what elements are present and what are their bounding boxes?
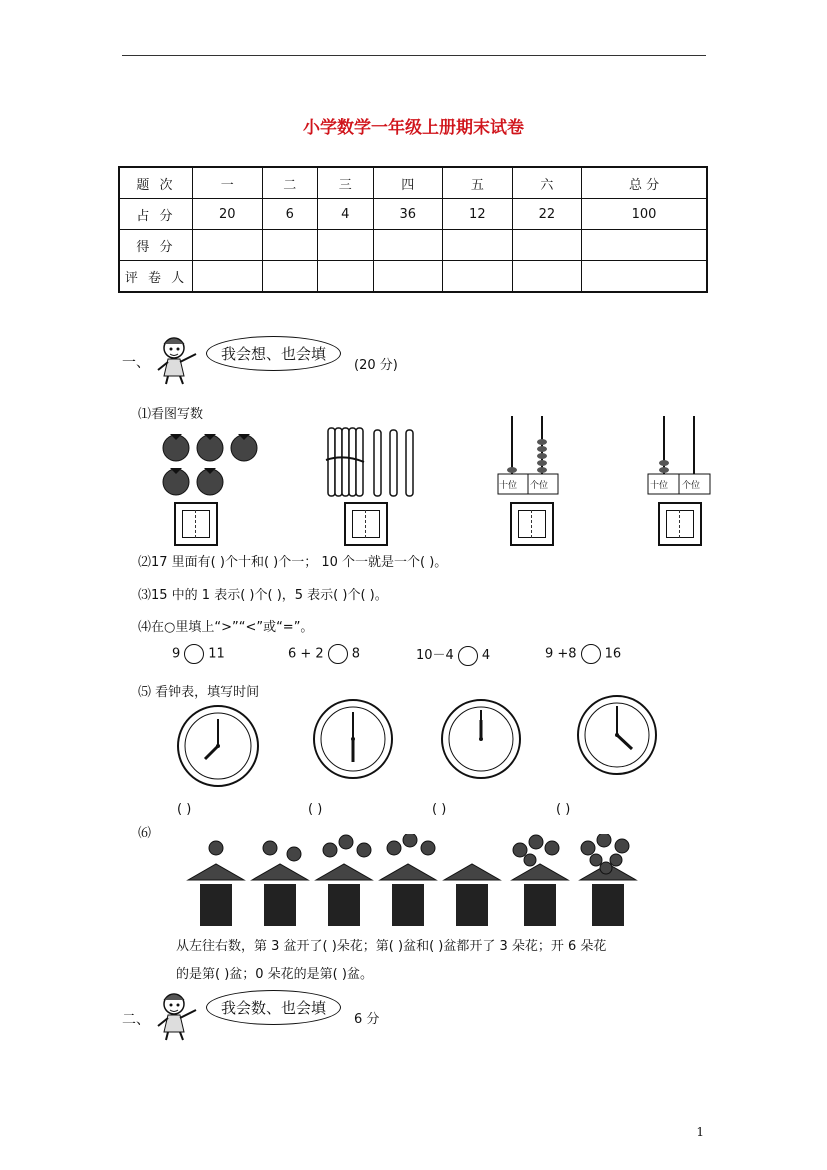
abacus-tens-label: 十位 bbox=[650, 481, 669, 491]
section-bubble: 我会想、也会填 bbox=[206, 336, 341, 371]
question-1: ⑴看图写数 bbox=[138, 407, 204, 422]
table-cell: 100 bbox=[582, 199, 707, 230]
table-cell: 36 bbox=[373, 199, 443, 230]
answer-box[interactable] bbox=[510, 502, 554, 546]
table-cell: 总 分 bbox=[582, 167, 707, 199]
clock-icon bbox=[440, 698, 522, 780]
compare-item bbox=[545, 644, 621, 664]
section-number: 一、 bbox=[122, 355, 150, 371]
grader-input-cell[interactable] bbox=[193, 261, 263, 293]
answer-box[interactable] bbox=[344, 502, 388, 546]
clock-icon bbox=[176, 704, 260, 788]
compare-right: 4 bbox=[481, 648, 491, 663]
score-input-cell[interactable] bbox=[512, 230, 582, 261]
table-cell: 五 bbox=[443, 167, 513, 199]
compare-item bbox=[288, 644, 360, 664]
grader-input-cell[interactable] bbox=[318, 261, 374, 293]
table-row bbox=[119, 230, 707, 261]
question-6-text: 从左往右数，第 3 盆开了( )朵花；第( )盆和( )盆都开了 3 朵花；开 6 朵花 bbox=[176, 939, 607, 954]
clock-answer[interactable]: ( ) bbox=[556, 802, 571, 817]
table-row bbox=[119, 167, 707, 199]
clock-answer[interactable]: ( ) bbox=[177, 802, 192, 817]
compare-left: 10－4 bbox=[416, 648, 454, 663]
grader-input-cell[interactable] bbox=[373, 261, 443, 293]
compare-item bbox=[172, 644, 225, 664]
flower-pots-icon bbox=[184, 834, 644, 928]
question-5: ⑸ 看钟表，填写时间 bbox=[138, 685, 260, 700]
question-4: ⑷在○里填上“>”“<”或“=”。 bbox=[138, 620, 314, 635]
compare-circle[interactable] bbox=[184, 644, 204, 664]
clock-answer[interactable]: ( ) bbox=[432, 802, 447, 817]
cartoon-kid-icon bbox=[150, 332, 206, 386]
compare-left: 9 +8 bbox=[545, 646, 577, 662]
top-rule bbox=[122, 55, 706, 56]
table-cell: 占 分 bbox=[119, 199, 193, 230]
compare-right: 11 bbox=[208, 646, 225, 662]
table-row bbox=[119, 261, 707, 293]
grader-input-cell[interactable] bbox=[443, 261, 513, 293]
clock-answer[interactable]: ( ) bbox=[308, 802, 323, 817]
table-cell: 22 bbox=[512, 199, 582, 230]
score-input-cell[interactable] bbox=[582, 230, 707, 261]
cartoon-kid-icon bbox=[150, 988, 206, 1042]
score-input-cell[interactable] bbox=[318, 230, 374, 261]
table-cell: 二 bbox=[262, 167, 318, 199]
question-3: ⑶15 中的 1 表示( )个( )，5 表示( )个( )。 bbox=[138, 588, 388, 603]
table-cell: 三 bbox=[318, 167, 374, 199]
compare-left: 6 + 2 bbox=[288, 646, 324, 662]
section-bubble: 我会数、也会填 bbox=[206, 990, 341, 1025]
compare-right: 8 bbox=[351, 646, 360, 662]
table-cell: 题 次 bbox=[119, 167, 193, 199]
table-cell: 4 bbox=[318, 199, 374, 230]
abacus-ones-label: 个位 bbox=[530, 481, 549, 491]
page-title: 小学数学一年级上册期末试卷 bbox=[303, 118, 524, 138]
grader-input-cell[interactable] bbox=[582, 261, 707, 293]
compare-circle[interactable] bbox=[458, 646, 478, 666]
score-input-cell[interactable] bbox=[443, 230, 513, 261]
section-points: 6 分 bbox=[354, 1012, 380, 1027]
peach-group-icon bbox=[158, 430, 262, 500]
abacus-tens-label: 十位 bbox=[499, 481, 518, 491]
table-cell: 得 分 bbox=[119, 230, 193, 261]
table-cell: 一 bbox=[193, 167, 263, 199]
table-row bbox=[119, 199, 707, 230]
score-input-cell[interactable] bbox=[262, 230, 318, 261]
question-2: ⑵17 里面有( )个十和( )个一； 10 个一就是一个( )。 bbox=[138, 555, 448, 570]
table-cell: 四 bbox=[373, 167, 443, 199]
score-table bbox=[118, 166, 708, 293]
page-number: 1 bbox=[696, 1125, 704, 1139]
compare-item bbox=[416, 644, 490, 666]
counting-sticks-icon bbox=[322, 424, 422, 500]
clock-icon bbox=[312, 698, 394, 780]
table-cell: 6 bbox=[262, 199, 318, 230]
table-cell: 评 卷 人 bbox=[119, 261, 193, 293]
table-cell: 六 bbox=[512, 167, 582, 199]
answer-box[interactable] bbox=[174, 502, 218, 546]
score-input-cell[interactable] bbox=[373, 230, 443, 261]
compare-left: 9 bbox=[172, 646, 181, 662]
clock-icon bbox=[576, 694, 658, 776]
compare-right: 16 bbox=[604, 646, 622, 662]
section-number: 二、 bbox=[122, 1012, 150, 1028]
question-6: ⑹ bbox=[138, 826, 152, 841]
compare-circle[interactable] bbox=[581, 644, 601, 664]
score-input-cell[interactable] bbox=[193, 230, 263, 261]
grader-input-cell[interactable] bbox=[262, 261, 318, 293]
table-cell: 20 bbox=[193, 199, 263, 230]
answer-box[interactable] bbox=[658, 502, 702, 546]
compare-circle[interactable] bbox=[328, 644, 348, 664]
grader-input-cell[interactable] bbox=[512, 261, 582, 293]
section-points: (20 分) bbox=[354, 358, 398, 373]
abacus-ones-label: 个位 bbox=[682, 481, 701, 491]
table-cell: 12 bbox=[443, 199, 513, 230]
question-6-text: 的是第( )盆；0 朵花的是第( )盆。 bbox=[176, 967, 373, 982]
